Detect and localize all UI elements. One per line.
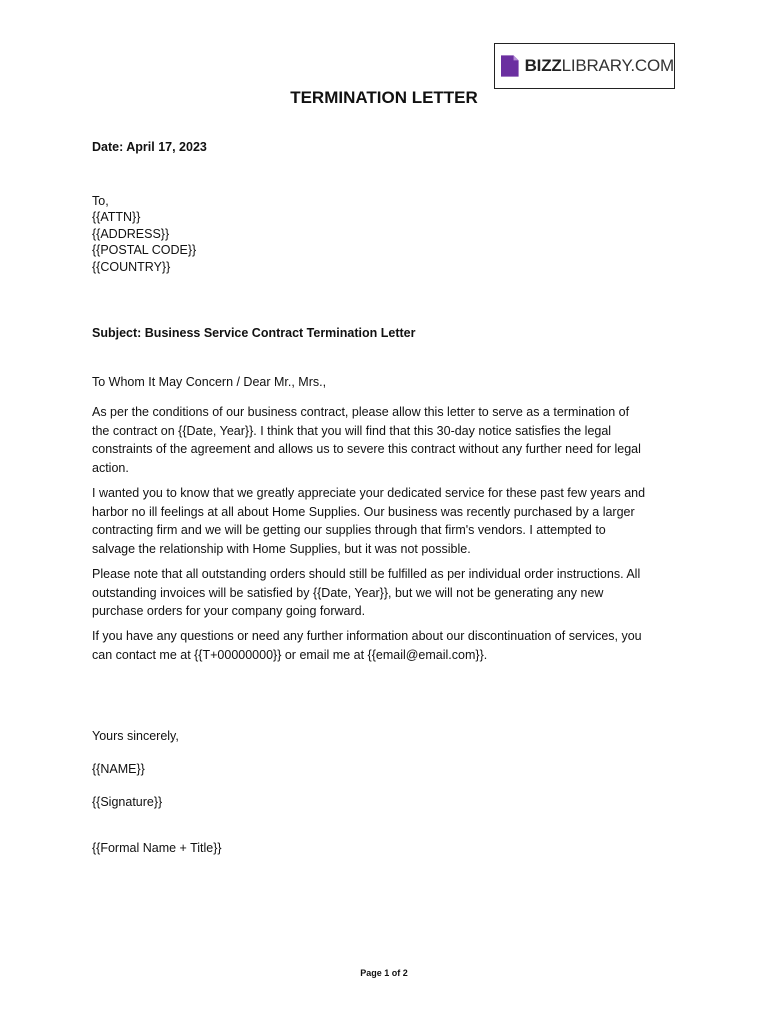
subject-line: Subject: Business Service Contract Termination Letter	[92, 326, 416, 340]
document-logo-icon	[501, 49, 519, 83]
paragraph-2	[92, 484, 682, 558]
paragraph-line: salvage the relationship with Home Supplies, but it was not possible.	[92, 541, 471, 556]
recipient-country: {{COUNTRY}}	[92, 260, 171, 274]
recipient-to: To,	[92, 194, 109, 208]
paragraph-line: As per the conditions of our business contract, please allow this letter to serve as a termination of	[92, 405, 630, 419]
paragraph-line: the contract on {{Date, Year}}. I think that you will find that this 30-day notice satisfies the legal	[92, 423, 612, 438]
paragraph-line: contracting firm and we will be getting our supplies through that firm's vendors. I attempted to	[92, 523, 606, 537]
paragraph-line: If you have any questions or need any further information about our discontinuation of services, you	[92, 629, 642, 643]
logo-text-rest: LIBRARY.COM	[561, 56, 674, 75]
paragraph-line: harbor no ill feelings at all about Home Supplies. Our business was recently purchased by a larger	[92, 504, 635, 519]
paragraph-3	[92, 565, 682, 621]
signer-name: {{NAME}}	[92, 762, 145, 776]
paragraph-line: I wanted you to know that we greatly appreciate your dedicated service for these past few years and	[92, 486, 646, 500]
paragraph-line: outstanding invoices will be satisfied by {{Date, Year}}, but we will not be generating any new	[92, 585, 604, 600]
bizzlibrary-logo[interactable]	[494, 43, 675, 89]
closing: Yours sincerely,	[92, 729, 179, 743]
date-line: Date: April 17, 2023	[92, 140, 207, 154]
letter-title: TERMINATION LETTER	[290, 88, 478, 107]
page-number: Page 1 of 2	[360, 968, 408, 978]
paragraph-1	[92, 403, 682, 477]
recipient-attn: {{ATTN}}	[92, 210, 141, 224]
signature-placeholder: {{Signature}}	[92, 795, 163, 809]
paragraph-line: constraints of the agreement and allows us to severe this contract without any further need for legal	[92, 442, 641, 456]
paragraph-line: Please note that all outstanding orders should still be fulfilled as per individual order instructions. All	[92, 567, 641, 581]
recipient-address: {{ADDRESS}}	[92, 227, 170, 241]
salutation: To Whom It May Concern / Dear Mr., Mrs.,	[92, 375, 327, 389]
paragraph-4	[92, 627, 682, 664]
paragraph-line: action.	[92, 460, 129, 475]
formal-name-title: {{Formal Name + Title}}	[92, 841, 222, 855]
logo-text	[525, 56, 674, 76]
paragraph-line: purchase orders for your company going forward.	[92, 604, 366, 618]
recipient-postal-code: {{POSTAL CODE}}	[92, 243, 197, 257]
logo-text-bold: BIZZ	[524, 56, 562, 75]
paragraph-line: can contact me at {{T+00000000}} or email me at {{email@email.com}}.	[92, 647, 488, 662]
